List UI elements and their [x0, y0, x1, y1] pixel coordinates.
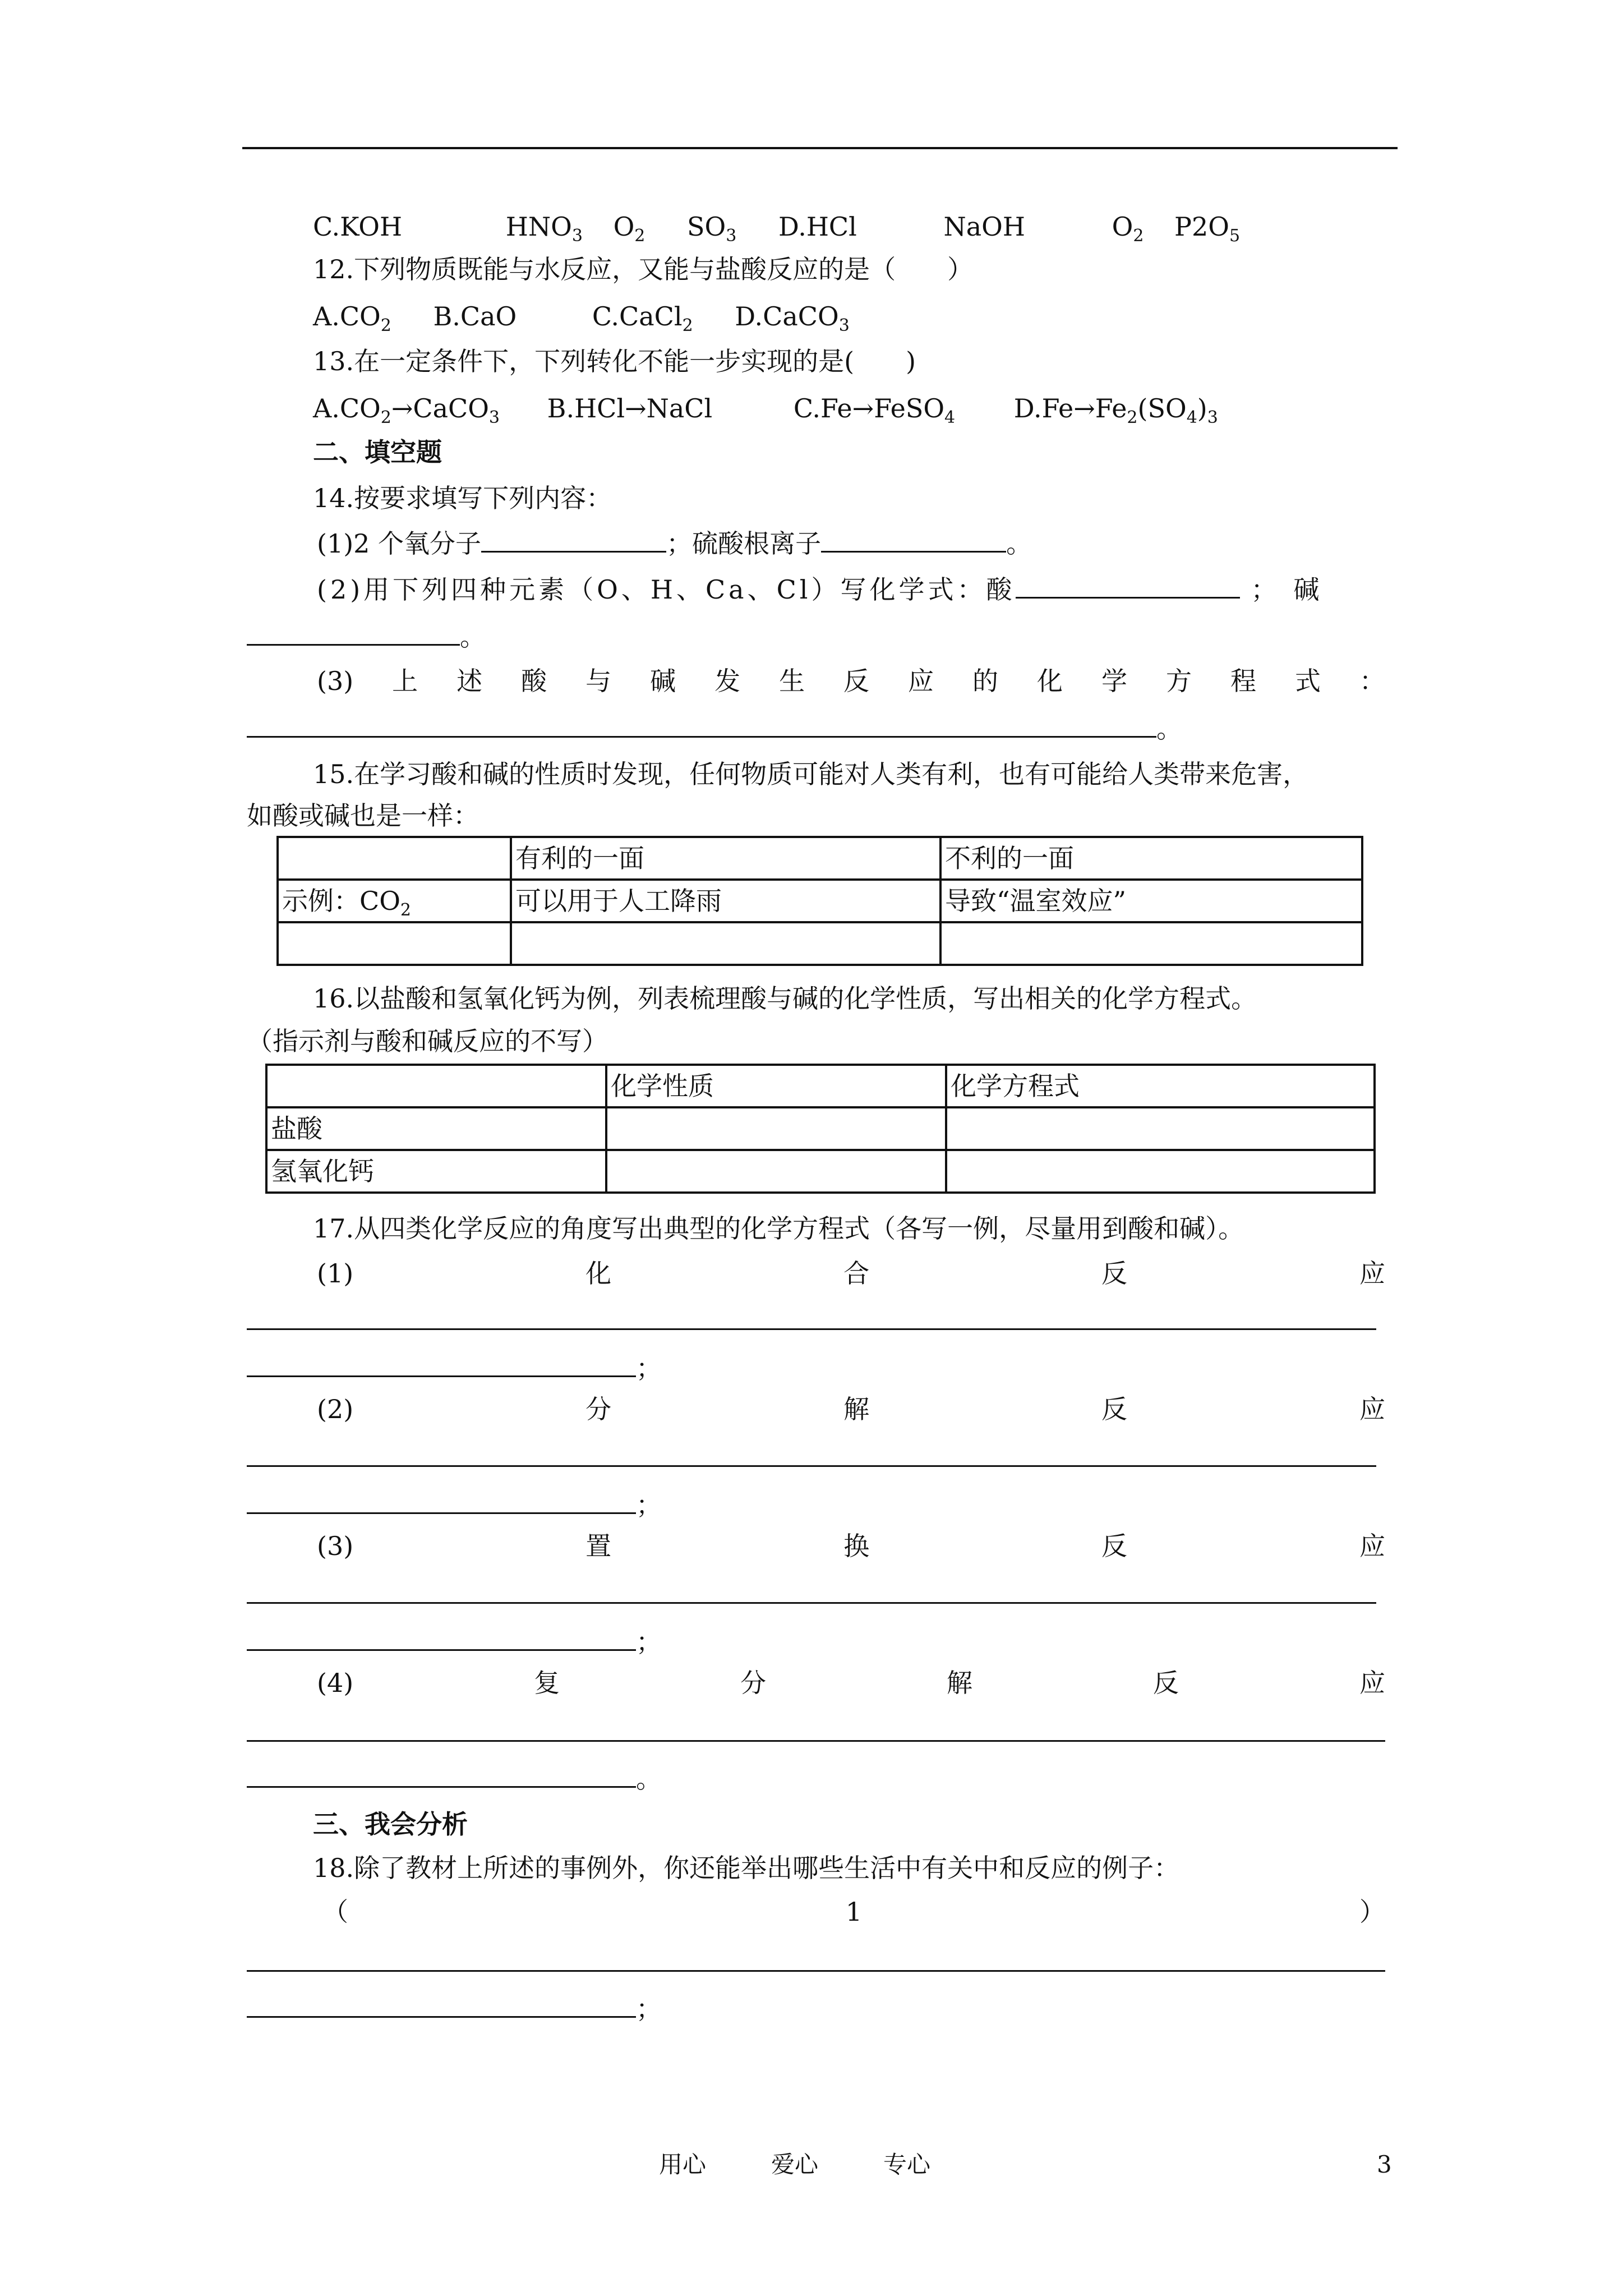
q17-part3: (3) 置 换 反 应 — [317, 1531, 1385, 1561]
q17-part3-cont: ； — [247, 1625, 662, 1659]
q17-part4-cont: 。 — [247, 1761, 662, 1796]
q18-part1-cont: ； — [247, 1991, 662, 2026]
answer-line[interactable] — [247, 1465, 1376, 1467]
q14-stem: 14.按要求填写下列内容： — [313, 483, 612, 513]
answer-blank[interactable] — [247, 1761, 636, 1788]
section-title-fill-blank: 二、填空题 — [313, 437, 442, 467]
footer-label-2: 爱心 — [771, 2151, 819, 2178]
table-cell-blank[interactable] — [278, 922, 511, 965]
answer-blank[interactable] — [1016, 572, 1240, 599]
table-row: 有利的一面 不利的一面 — [278, 837, 1362, 880]
q14-part3-cont: 。 — [247, 711, 1182, 746]
answer-line[interactable] — [247, 1740, 1385, 1742]
q17-stem: 17.从四类化学反应的角度写出典型的化学方程式（各写一例，尽量用到酸和碱）。 — [313, 1213, 1244, 1244]
q15-stem-1: 15.在学习酸和碱的性质时发现，任何物质可能对人类有利，也有可能给人类带来危害， — [313, 759, 1309, 789]
table-row: 化学性质 化学方程式 — [266, 1065, 1375, 1107]
table-row: 盐酸 — [266, 1107, 1375, 1150]
q15-stem-2: 如酸或碱也是一样： — [247, 800, 479, 831]
table-row: 示例：$CO_2$ 可以用于人工降雨 导致“温室效应” — [278, 880, 1362, 922]
q17-part1: (1) 化 合 反 应 — [317, 1258, 1385, 1289]
q12-stem: 12.下列物质既能与水反应，又能与盐酸反应的是（ ） — [313, 254, 974, 284]
q13-options: $A.CO_2\to CaCO_3$ B.HCl→NaCl C.Fe→FeSO$_4$ $D.Fe\to Fe_2(SO_4)_3$ — [313, 393, 1218, 427]
table-cell-blank[interactable] — [940, 922, 1362, 965]
answer-line[interactable] — [247, 1602, 1376, 1604]
q16-stem-2: （指示剂与酸和碱反应的不写） — [247, 1026, 608, 1056]
q12-options: $A.CO_2$ B.CaO C.CaCl$_2$ D.CaCO$_3$ — [313, 301, 850, 335]
q17-part1-cont: ； — [247, 1351, 662, 1385]
answer-blank[interactable] — [247, 619, 460, 646]
table-cell-blank[interactable] — [946, 1107, 1375, 1150]
q18-stem: 18.除了教材上所述的事例外，你还能举出哪些生活中有关中和反应的例子： — [313, 1853, 1180, 1883]
answer-line[interactable] — [247, 1328, 1376, 1330]
answer-blank[interactable] — [481, 526, 666, 553]
footer-label-3: 专心 — [883, 2151, 931, 2178]
q14-part3: (3) 上 述 酸 与 碱 发 生 反 应 的 化 学 方 程 式 ： — [317, 666, 1385, 696]
table-cell-blank[interactable] — [946, 1150, 1375, 1193]
q13-stem: 13.在一定条件下，下列转化不能一步实现的是( ) — [313, 346, 916, 376]
section-title-analysis: 三、我会分析 — [313, 1809, 468, 1839]
q17-part2-cont: ； — [247, 1488, 662, 1522]
table-row — [278, 922, 1362, 965]
q14-part2-cont: 。 — [247, 619, 486, 654]
answer-blank[interactable] — [247, 1991, 636, 2018]
q14-part2: (2)用下列四种元素（O、H、Ca、Cl）写化学式：酸 ；碱 — [317, 572, 1394, 606]
table-row: 氢氧化钙 — [266, 1150, 1375, 1193]
q15-table — [276, 836, 1363, 966]
answer-blank[interactable] — [247, 1488, 636, 1514]
q17-part4: (4) 复 分 解 反 应 — [317, 1668, 1385, 1698]
q17-part2: (2) 分 解 反 应 — [317, 1394, 1385, 1424]
q16-table — [265, 1064, 1376, 1194]
table-cell-blank[interactable] — [511, 922, 940, 965]
q18-part1: （ 1 ） — [322, 1897, 1385, 1927]
q11-option-c: C.KOH $HNO_3$ $O_2$ $SO_3$ D.HCl NaOH $O_2$ $P2O_5$ — [313, 211, 1241, 246]
answer-blank[interactable] — [247, 1625, 636, 1651]
footer-label-1: 用心 — [659, 2151, 707, 2178]
table-cell-blank[interactable] — [606, 1107, 946, 1150]
q16-stem-1: 16.以盐酸和氢氧化钙为例，列表梳理酸与碱的化学性质，写出相关的化学方程式。 — [313, 983, 1257, 1014]
header-rule — [242, 147, 1398, 149]
answer-line[interactable] — [247, 1970, 1385, 1972]
answer-blank[interactable] — [247, 1351, 636, 1377]
table-cell-blank[interactable] — [606, 1150, 946, 1193]
page-number: 3 — [1377, 2151, 1392, 2178]
answer-blank[interactable] — [821, 526, 1006, 553]
q14-part1: (1)2 个氧分子 ；硫酸根离子 。 — [317, 526, 1032, 560]
answer-blank[interactable] — [247, 711, 1156, 738]
